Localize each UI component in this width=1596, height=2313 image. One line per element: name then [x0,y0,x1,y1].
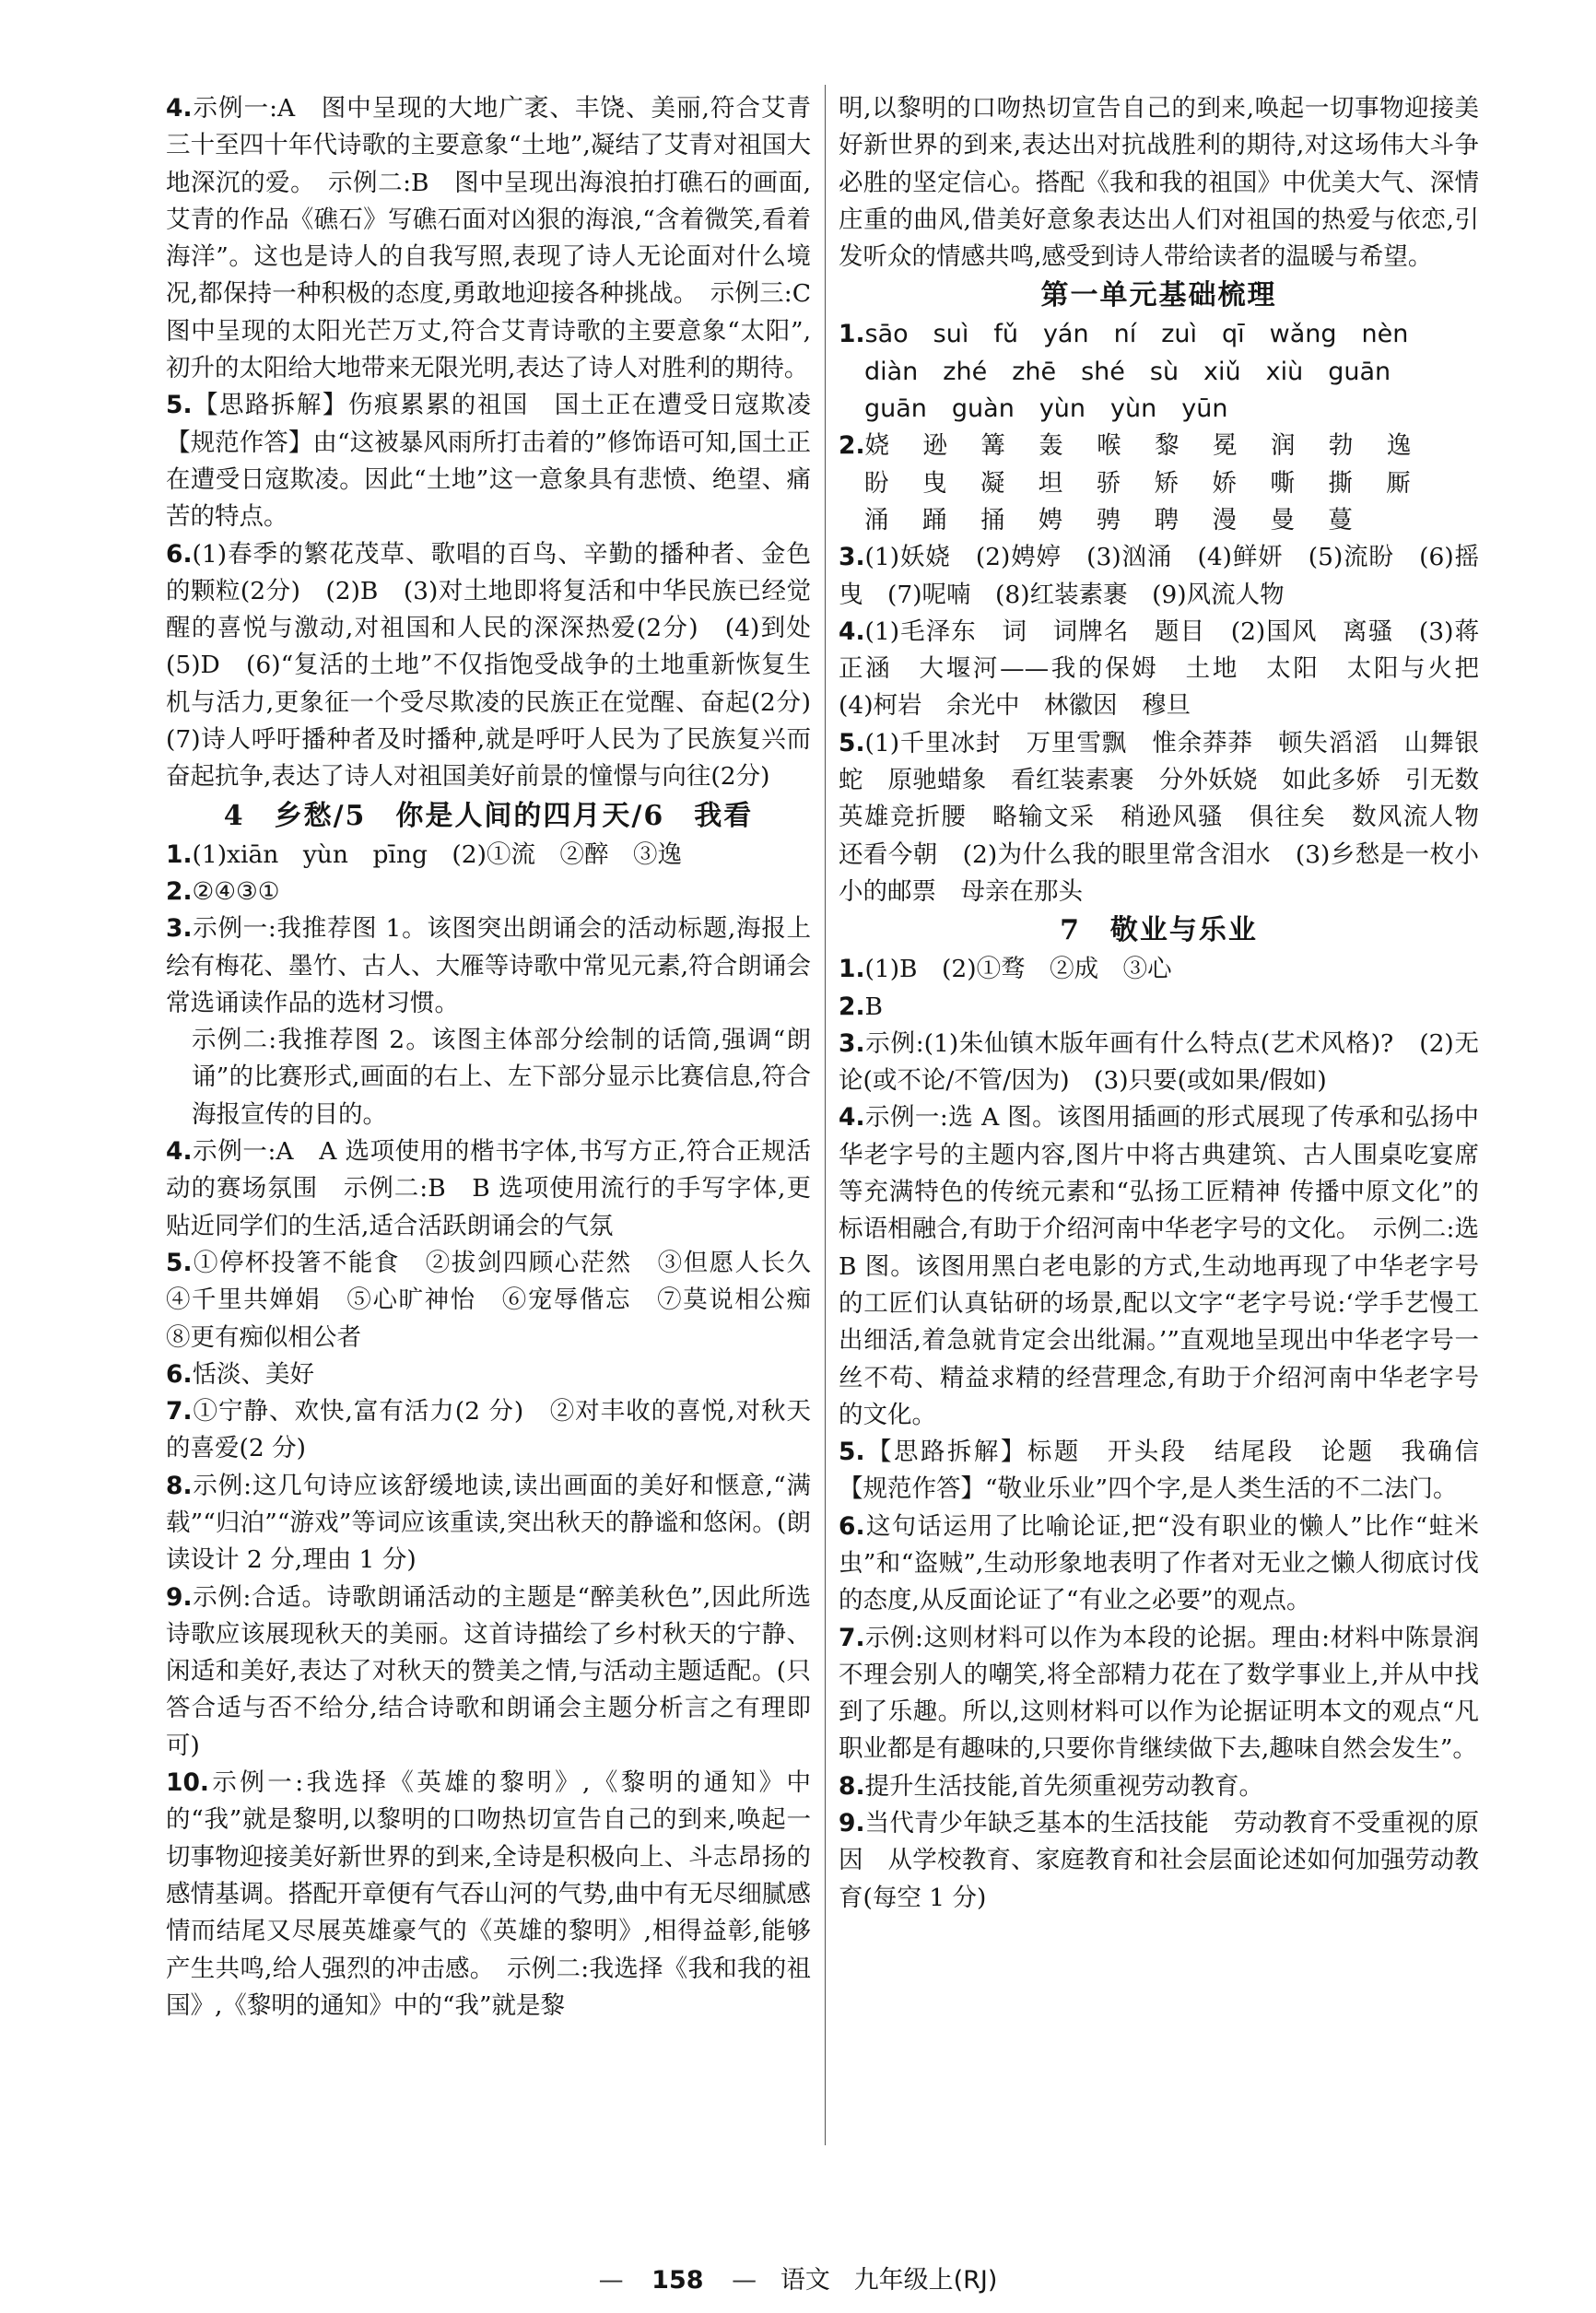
answer-item [839,951,1479,988]
answer-item [839,614,1504,725]
answer-text: (1)妖娆 (2)娉婷 (3)汹涌 (4)鲜妍 (5)流盼 (6)摇曳 (7)呢喃 (8)红装素裹 (9)风流人物 [839,543,1479,609]
answer-text: 示例一:选 A 图。该图用插画的形式展现了传承和弘扬中华老字号的主题内容,图片中将古典建筑、古人围桌吃宴席等充满特色的传统元素和“弘扬工匠精神 传播中原文化”的标语相融合,有助于介绍河南中华老字号的文化。 示例二:选 B 图。该图用黑白老电影的方式,生动地再现了中华老字号的工匠们认真钻研的场景,配以文字“老字号说:‘学手艺慢工出细活,着急就肯定会出纰漏。’”直观地呈现出中华老字号一丝不苟、精益求精的经营理念,有助于介绍河南中华老字号的文化。 [839,1103,1479,1429]
answer-item [166,1393,811,1468]
answer-text: 示例一:A 图中呈现的大地广袤、丰饶、美丽,符合艾青三十至四十年代诗歌的主要意象“土地”,凝结了艾青对祖国大地深沉的爱。 示例二:B 图中呈现出海浪拍打礁石的画面,艾青的作品《礁石》写礁石面对凶狠的海浪,“含着微笑,看着海洋”。这也是诗人的自我写照,表现了诗人无论面对什么境况,都保持一种积极的态度,勇敢地迎接各种挑战。 示例三:C 图中呈现的太阳光芒万丈,符合艾青诗歌的主要意象“太阳”,初升的太阳给大地带来无限光明,表达了诗人对胜利的期待。 [166,94,836,383]
answer-item [839,1509,1479,1620]
item-number: 4. [839,1103,865,1133]
answer-item [166,536,836,796]
item-number: 4. [166,1137,193,1167]
answer-text: (1)B (2)①骛 ②成 ③心 [864,955,1172,984]
item-number: 6. [166,539,193,569]
item-number: 4. [839,616,865,646]
answer-item [839,539,1479,614]
pinyin-line: diàn zhé zhē shé sù xiǔ xiù guān [864,357,1391,386]
answer-item [839,1099,1479,1434]
footer-dash: — [598,2266,624,2295]
item-number: 8. [166,1471,193,1500]
page-number: 158 [651,2266,704,2295]
pinyin-line: guān guàn yùn yùn yūn [864,394,1228,424]
answer-item [166,90,836,387]
item-number: 5. [839,1438,865,1467]
answer-item [166,837,811,874]
answer-text: 示例二:我推荐图 2。该图主体部分绘制的话筒,强调“朗诵”的比赛形式,画面的右上、左下部分显示比赛信息,符合海报宣传的目的。 [192,1026,811,1129]
item-number: 1. [839,320,865,349]
item-number: 2. [839,992,865,1021]
answer-text: 当代青少年缺乏基本的生活技能 劳动教育不受重视的原因 从学校教育、家庭教育和社会层面论述如何加强劳动教育(每空 1 分) [839,1809,1479,1912]
item-number: 9. [839,1809,865,1838]
answer-text: B [864,992,883,1021]
answer-item [839,1805,1479,1917]
left-column [166,90,836,2025]
answer-text: 【思路拆解】伤痕累累的祖国 国土正在遭受日寇欺凌 【规范作答】由“这被暴风雨所打击着的”修饰语可知,国土正在遭受日寇欺凌。因此“土地”这一意象具有悲愤、绝望、痛苦的特点。 [166,391,836,532]
item-number: 5. [839,728,865,757]
item-number: 5. [166,391,193,420]
answer-item [839,1026,1479,1100]
item-number: 8. [839,1771,865,1801]
section-heading: 第一单元基础梳理 [1040,279,1277,312]
answer-text: (1)春季的繁花茂草、歌唱的百鸟、辛勤的播种者、金色的颗粒(2分) (2)B (3)对土地即将复活和中华民族已经觉醒的喜悦与激动,对祖国和人民的深深热爱(2分) (4)到处 (5)D (6)“复活的土地”不仅指饱受战争的土地重新恢复生机与活力,更象征一个受尽欺凌的民族正在觉醒、奋起(2分) (7)诗人呼吁播种者及时播种,就是呼吁人民为了民族复兴而奋起抗争,表达了诗人对祖国美好前景的憧憬与向往(2分) [166,539,836,792]
item-number: 9. [166,1582,193,1612]
answer-text: 恬淡、美好 [192,1359,315,1389]
answer-item [839,1768,1479,1805]
answer-text: 示例:合适。诗歌朗诵活动的主题是“醉美秋色”,因此所选诗歌应该展现秋天的美丽。这首诗描绘了乡村秋天的宁静、闲适和美好,表达了对秋天的赞美之情,与活动主题适配。(只答合适与否不给分,结合诗歌和朗诵会主题分析言之有理即可) [166,1582,811,1760]
answer-text: 示例:这则材料可以作为本段的论据。理由:材料中陈景润不理会别人的嘲笑,将全部精力花在了数学事业上,并从中找到了乐趣。所以,这则材料可以作为论据证明本文的观点“凡职业都是有趣味的,只要你肯继续做下去,趣味自然会发生”。 [839,1623,1479,1764]
item-number: 5. [166,1248,193,1277]
answer-item [166,1579,811,1765]
item-number: 1. [166,839,193,869]
answer-text: ①宁静、欢快,富有活力(2 分) ②对丰收的喜悦,对秋天的喜爱(2 分) [166,1397,811,1463]
answer-text: 示例一:我推荐图 1。该图突出朗诵会的活动标题,海报上绘有梅花、墨竹、古人、大雁等诗歌中常见元素,符合朗诵会常选诵读作品的选材习惯。 [166,914,811,1017]
pinyin-line: sāo suì fǔ yán ní zuì qī wǎng nèn [864,320,1409,349]
section-heading: 4 乡愁/5 你是人间的四月天/6 我看 [223,799,754,832]
answer-text: 示例一:我选择《英雄的黎明》,《黎明的通知》中的“我”就是黎明,以黎明的口吻热切宣告自己的到来,唤起一切事物迎接美好新世界的到来,全诗是积极向上、斗志昂扬的感情基调。搭配开章便有气吞山河的气势,曲中有无尽细腻感情而结尾又尽展英雄豪气的《英雄的黎明》,相得益彰,能够产生共鸣,给人强烈的冲击感。 示例二:我选择《我和我的祖国》,《黎明的通知》中的“我”就是黎 [166,1768,811,2020]
answer-item [839,428,1479,539]
answer-item [166,910,811,1022]
item-number: 7. [839,1623,865,1652]
item-number: 7. [166,1397,193,1427]
answer-item [166,1133,811,1245]
subject-label: 语文 [780,2266,830,2295]
char-line: 涌 踊 捅 娉 骋 聘 漫 曼 蔓 [864,505,1366,534]
answer-text: ②④③① [192,876,280,906]
right-column [839,90,1504,1917]
item-number: 2. [166,876,193,906]
answer-item [166,1468,811,1579]
answer-item [166,1245,836,1356]
section-heading: 7 敬业与乐业 [1060,914,1258,947]
answer-item [839,725,1504,910]
answer-text: (1)毛泽东 词 词牌名 题目 (2)国风 离骚 (3)蒋正涵 大堰河——我的保姆 土地 太阳 太阳与火把 (4)柯岩 余光中 林徽因 穆旦 [839,616,1504,721]
answer-text: 明,以黎明的口吻热切宣告自己的到来,唤起一切事物迎接美好新世界的到来,表达出对抗战胜利的期待,对这场伟大斗争必胜的坚定信心。搭配《我和我的祖国》中优美大气、深情庄重的曲风,借美好意象表达出人们对祖国的热爱与依恋,引发听众的情感共鸣,感受到诗人带给读者的温暖与希望。 [839,94,1479,272]
answer-item [166,1356,811,1393]
answer-item [839,989,1479,1026]
page-footer [0,2260,1596,2295]
char-line: 娆 逊 篝 轰 喉 黎 冕 润 勃 逸 [864,431,1425,461]
answer-text: ①停杯投箸不能食 ②拔剑四顾心茫然 ③但愿人长久 ④千里共婵娟 ⑤心旷神怡 ⑥宠辱偕忘 ⑦莫说相公痴 ⑧更有痴似相公者 [166,1248,836,1352]
answer-item [166,1022,811,1133]
item-number: 1. [839,955,865,984]
answer-item [166,874,811,910]
answer-text: 示例一:A A 选项使用的楷书字体,书写方正,符合正规活动的赛场氛围 示例二:B B 选项使用流行的手写字体,更贴近同学们的生活,适合活跃朗诵会的气氛 [166,1137,811,1240]
item-number: 3. [166,914,193,944]
item-number: 6. [839,1511,865,1541]
answer-item [839,1434,1504,1509]
answer-text: 【思路拆解】标题 开头段 结尾段 论题 我确信 【规范作答】“敬业乐业”四个字,是人类生活的不二法门。 [839,1438,1504,1504]
char-line: 盼 曳 凝 坦 骄 矫 娇 嘶 撕 厮 [864,468,1424,498]
answer-text: (1)千里冰封 万里雪飘 惟余莽莽 顿失滔滔 山舞银蛇 原驰蜡象 看红装素裹 分外妖娆 如此多娇 引无数英雄竞折腰 略输文采 稍逊风骚 俱往矣 数风流人物 还看今朝 (2)为什么我的眼里常含泪水 (3)乡愁是一枚小小的邮票 母亲在那头 [839,728,1504,906]
answer-item [839,90,1479,276]
answer-item [839,316,1479,428]
item-number: 10. [166,1768,209,1798]
answer-text: (1)xiān yùn pīng (2)①流 ②醉 ③逸 [192,839,682,869]
answer-text: 示例:(1)朱仙镇木版年画有什么特点(艺术风格)? (2)无论(或不论/不管/因为) (3)只要(或如果/假如) [839,1028,1479,1096]
answer-text: 这句话运用了比喻论证,把“没有职业的懒人”比作“蛀米虫”和“盗贼”,生动形象地表明了作者对无业之懒人彻底讨伐的态度,从反面论证了“有业之必要”的观点。 [839,1511,1479,1615]
answer-text: 提升生活技能,首先须重视劳动教育。 [864,1771,1263,1801]
item-number: 4. [166,94,193,123]
item-number: 6. [166,1359,193,1389]
grade-label: 九年级上(RJ) [853,2266,998,2295]
footer-dash: — [732,2266,757,2295]
answer-text: 示例:这几句诗应该舒缓地读,读出画面的美好和惬意,“满载”“归泊”“游戏”等词应该重读,突出秋天的静谧和悠闲。(朗读设计 2 分,理由 1 分) [166,1471,811,1575]
answer-item [166,1765,811,2025]
item-number: 2. [839,431,865,461]
answer-item [839,1620,1479,1768]
answer-item [166,387,836,535]
item-number: 3. [839,1028,865,1058]
item-number: 3. [839,543,865,572]
